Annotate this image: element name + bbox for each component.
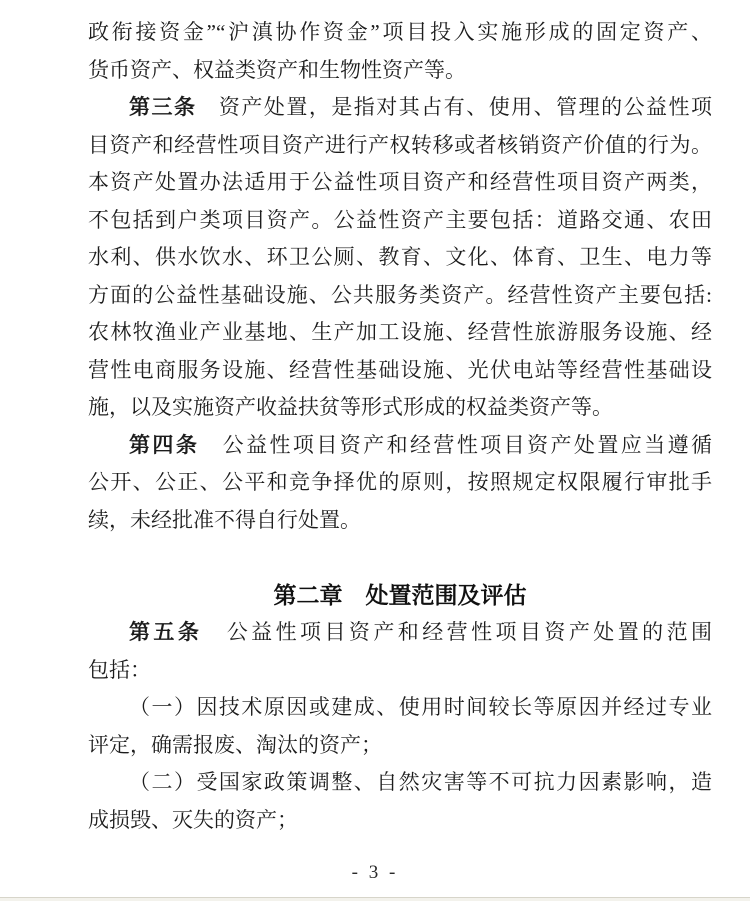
text-line <box>88 352 712 390</box>
line-text: 公益性项目资产和经营性项目资产处置应当遵循 <box>199 432 712 457</box>
text-line <box>88 802 712 840</box>
text-line <box>88 314 712 352</box>
line-text: 公开、公正、公平和竞争择优的原则，按照规定权限履行审批手 <box>88 470 712 494</box>
line-text: 水利、供水饮水、环卫公厕、教育、文化、体育、卫生、电力等 <box>88 245 712 269</box>
article-number-bold: 第四条 <box>129 432 200 457</box>
text-line <box>88 727 712 765</box>
line-text: 政衔接资金”“沪滇协作资金”项目投入实施形成的固定资产、 <box>88 20 712 44</box>
line-text: 目资产和经营性项目资产进行产权转移或者核销资产价值的行为。 <box>88 132 712 157</box>
line-text: （二）受国家政策调整、自然灾害等不可抗力因素影响，造 <box>129 770 712 794</box>
line-text: 第二章 处置范围及评估 <box>273 581 527 608</box>
text-line <box>88 89 712 127</box>
text-line <box>88 502 712 540</box>
chapter-heading <box>88 577 712 615</box>
page-bottom-edge <box>0 897 750 901</box>
line-text: 评定，确需报废、淘汰的资产； <box>88 732 382 757</box>
text-line <box>88 689 712 727</box>
text-line <box>88 389 712 427</box>
text-line <box>88 127 712 165</box>
text-line <box>88 652 712 690</box>
line-text: 续，未经批准不得自行处置。 <box>88 507 361 532</box>
text-line <box>88 52 712 90</box>
text-line <box>88 14 712 52</box>
text-line <box>88 277 712 315</box>
line-text: 包括： <box>88 657 151 682</box>
article-number-bold: 第五条 <box>129 620 203 644</box>
page-number: - 3 - <box>351 862 399 883</box>
line-text: 营性电商服务设施、经营性基础设施、光伏电站等经营性基础设 <box>88 357 712 382</box>
line-text: （一）因技术原因或建成、使用时间较长等原因并经过专业 <box>129 695 712 719</box>
text-line <box>88 427 712 465</box>
line-text: 公益性项目资产和经营性项目资产处置的范围 <box>202 620 712 644</box>
blank-line <box>88 539 712 577</box>
line-text: 成损毁、灭失的资产； <box>88 807 298 832</box>
text-line <box>88 239 712 277</box>
line-text: 施，以及实施资产收益扶贫等形式形成的权益类资产等。 <box>88 395 613 419</box>
text-line <box>88 202 712 240</box>
line-text: 资产处置，是指对其占有、使用、管理的公益性项 <box>196 95 712 119</box>
document-body <box>88 14 712 839</box>
line-text: 方面的公益性基础设施、公共服务类资产。经营性资产主要包括: <box>88 282 712 307</box>
text-line <box>88 464 712 502</box>
line-text: 农林牧渔业产业基地、生产加工设施、经营性旅游服务设施、经 <box>88 320 712 344</box>
line-text: 不包括到户类项目资产。公益性资产主要包括：道路交通、农田 <box>88 207 712 232</box>
text-line <box>88 764 712 802</box>
article-number-bold: 第三条 <box>129 95 197 119</box>
line-text: 本资产处置办法适用于公益性项目资产和经营性项目资产两类， <box>88 170 712 194</box>
line-text: 货币资产、权益类资产和生物性资产等。 <box>88 57 466 82</box>
text-line <box>88 164 712 202</box>
text-line <box>88 614 712 652</box>
